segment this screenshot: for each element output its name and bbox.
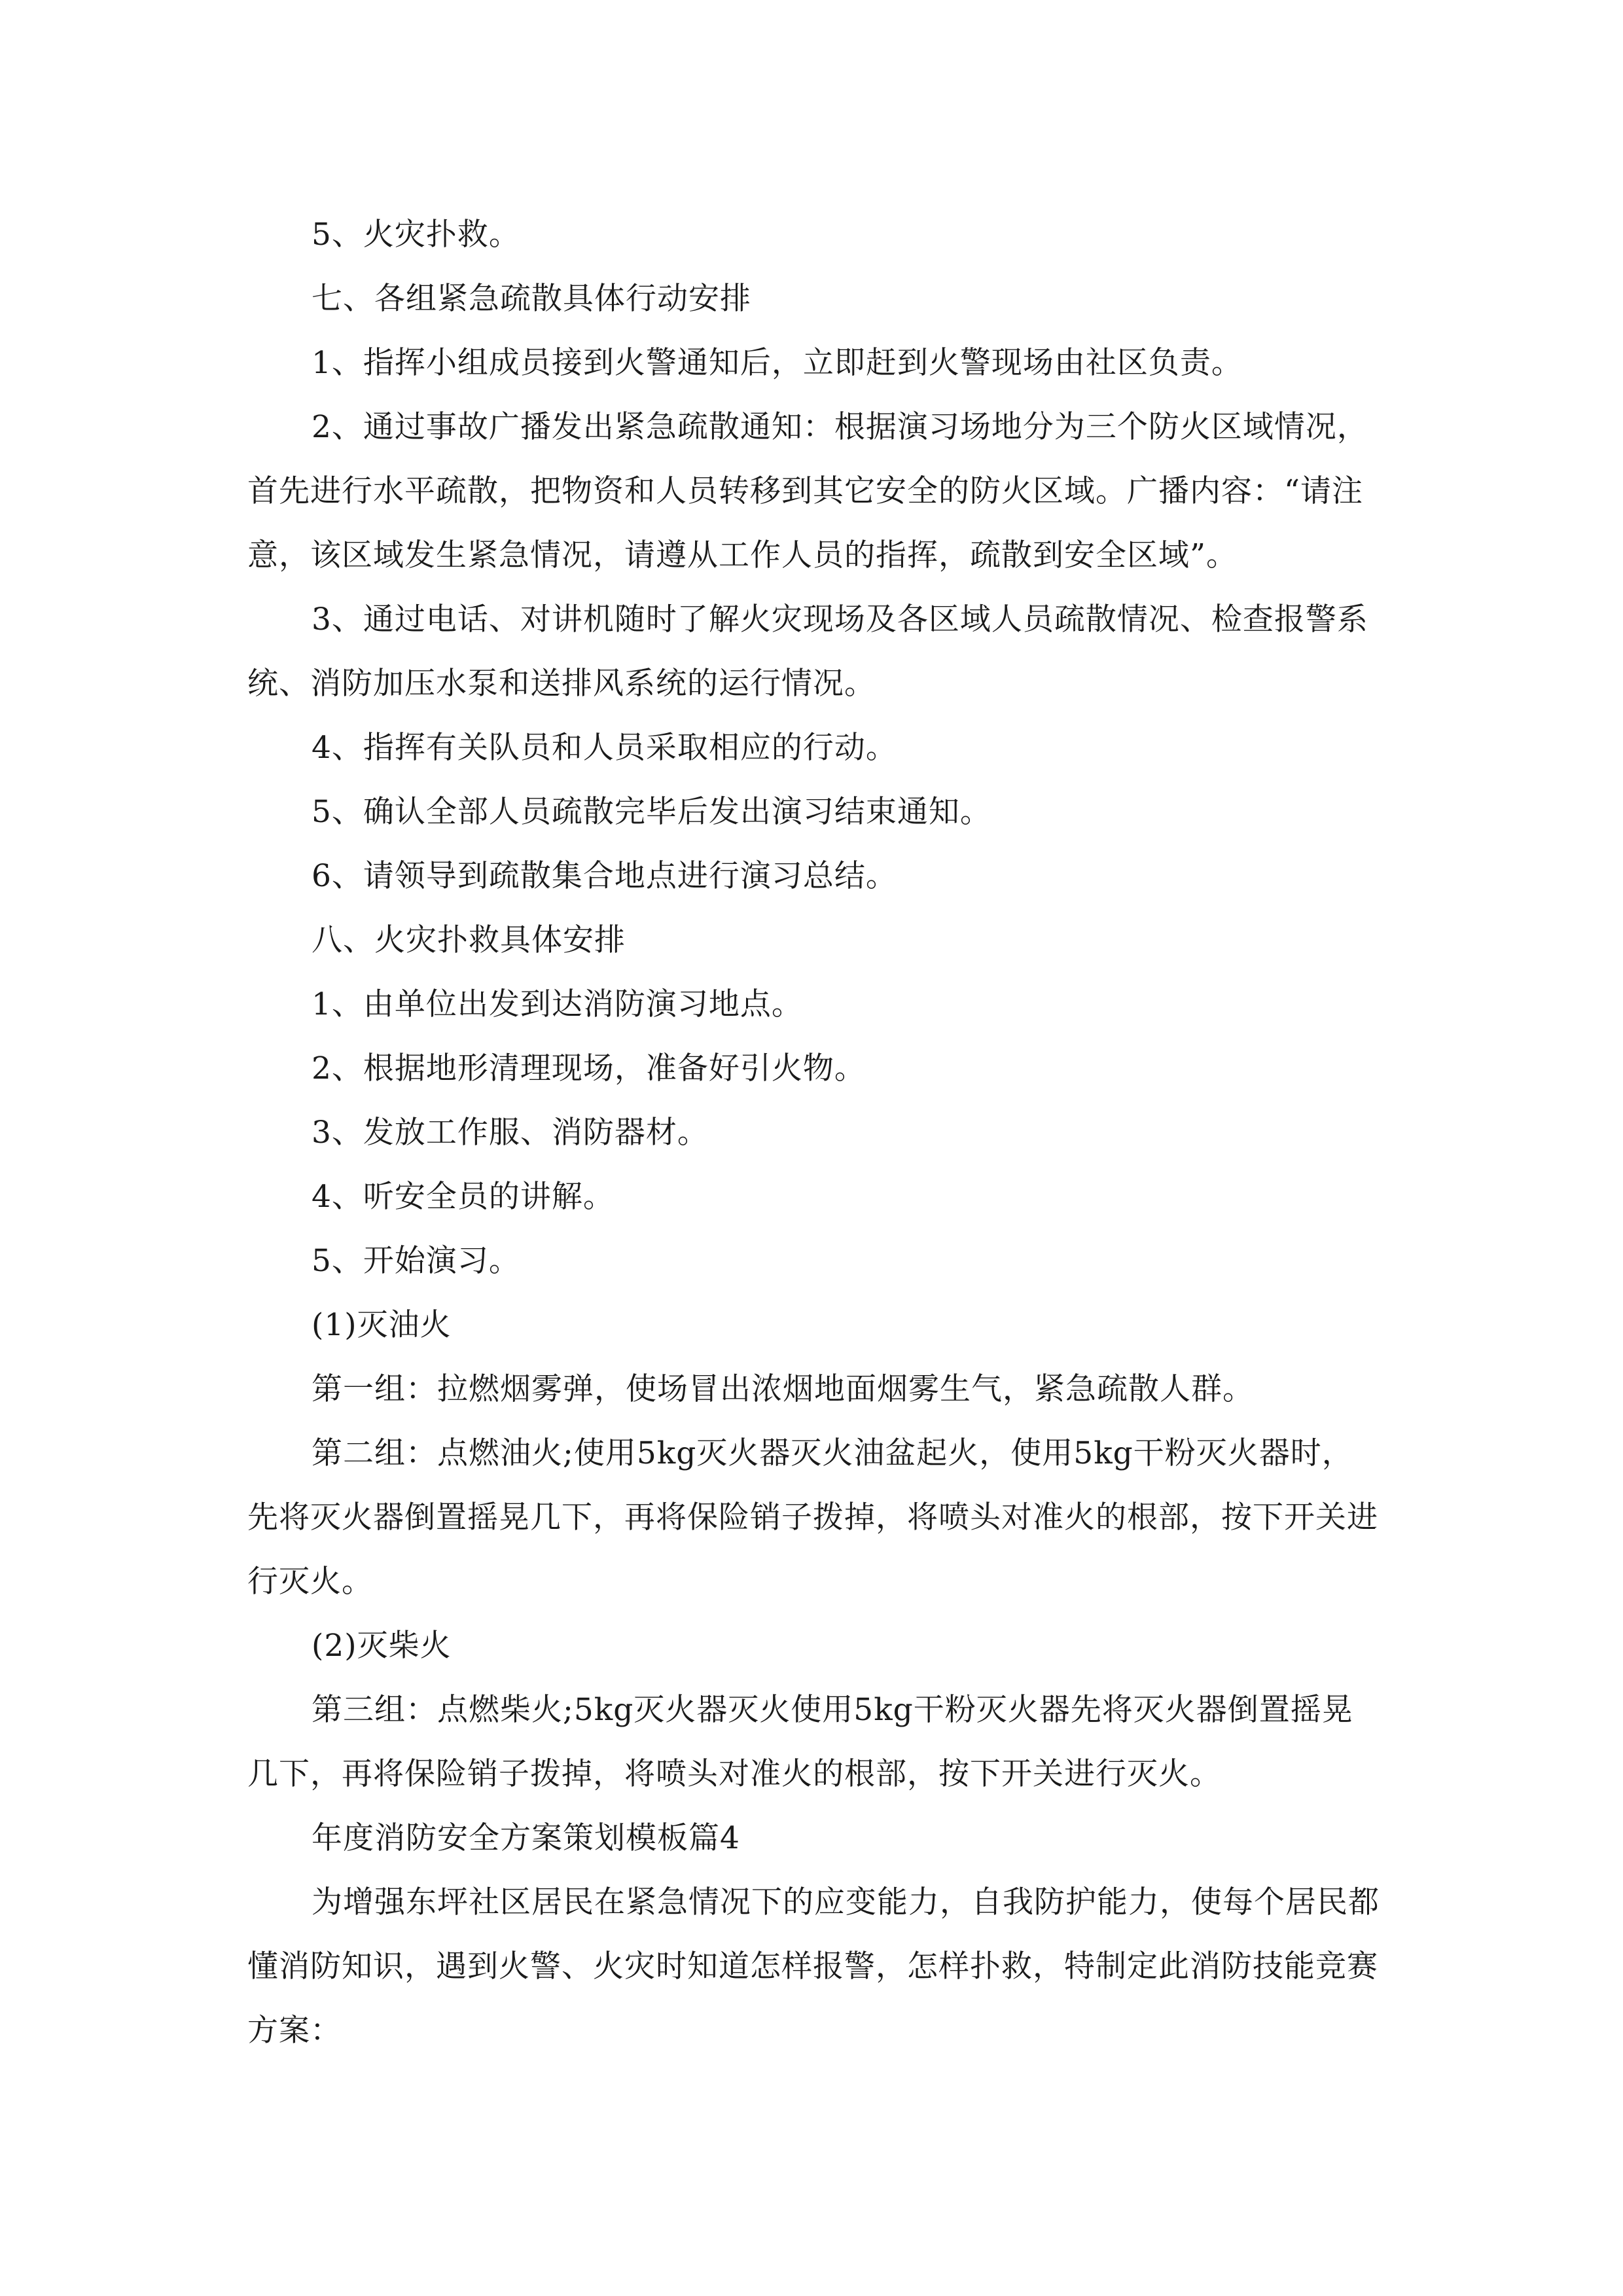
paragraph: 5、确认全部人员疏散完毕后发出演习结束通知。 [312,794,991,830]
paragraph: 5、开始演习。 [312,1243,520,1279]
section-heading: 八、火灾扑救具体安排 [312,922,626,958]
paragraph: 1、指挥小组成员接到火警通知后，立即赶到火警现场由社区负责。 [312,345,1243,381]
paragraph: 2、通过事故广播发出紧急疏散通知：根据演习场地分为三个防火区域情况，首先进行水平疏散，把物资和人员转移到其它安全的防火区域。广播内容：“请注意，该区域发生紧急情况，请遵从工作人员的指挥，疏散到安全区域”。 [247,409,1368,573]
paragraph: 第一组：拉燃烟雾弹，使场冒出浓烟地面烟雾生气，紧急疏散人群。 [312,1371,1254,1407]
document-body [247,203,1380,2063]
paragraph: 为增强东坪社区居民在紧急情况下的应变能力，自我防护能力，使每个居民都懂消防知识，遇到火警、火灾时知道怎样报警，怎样扑救，特制定此消防技能竞赛方案： [247,1884,1380,2049]
paragraph: 3、发放工作服、消防器材。 [312,1115,709,1151]
sub-heading: (2)灭柴火 [312,1628,452,1664]
paragraph: 5、火灾扑救。 [312,217,520,253]
paragraph: 第二组：点燃油火;使用5kg灭火器灭火油盆起火，使用5kg干粉灭火器时，先将灭火器倒置摇晃几下，再将保险销子拨掉，将喷头对准火的根部，按下开关进行灭火。 [247,1435,1378,1600]
sub-heading: (1)灭油火 [312,1307,452,1343]
paragraph: 6、请领导到疏散集合地点进行演习总结。 [312,858,897,894]
section-heading: 七、各组紧急疏散具体行动安排 [312,281,751,317]
paragraph: 第三组：点燃柴火;5kg灭火器灭火使用5kg干粉灭火器先将灭火器倒置摇晃几下，再将保险销子拨掉，将喷头对准火的根部，按下开关进行灭火。 [247,1692,1353,1792]
paragraph: 2、根据地形清理现场，准备好引火物。 [312,1050,866,1086]
paragraph: 3、通过电话、对讲机随时了解火灾现场及各区域人员疏散情况、检查报警系统、消防加压水泵和送排风系统的运行情况。 [247,601,1368,702]
paragraph: 1、由单位出发到达消防演习地点。 [312,986,803,1022]
section-title: 年度消防安全方案策划模板篇4 [312,1820,740,1856]
paragraph: 4、听安全员的讲解。 [312,1179,615,1215]
paragraph: 4、指挥有关队员和人员采取相应的行动。 [312,730,897,766]
